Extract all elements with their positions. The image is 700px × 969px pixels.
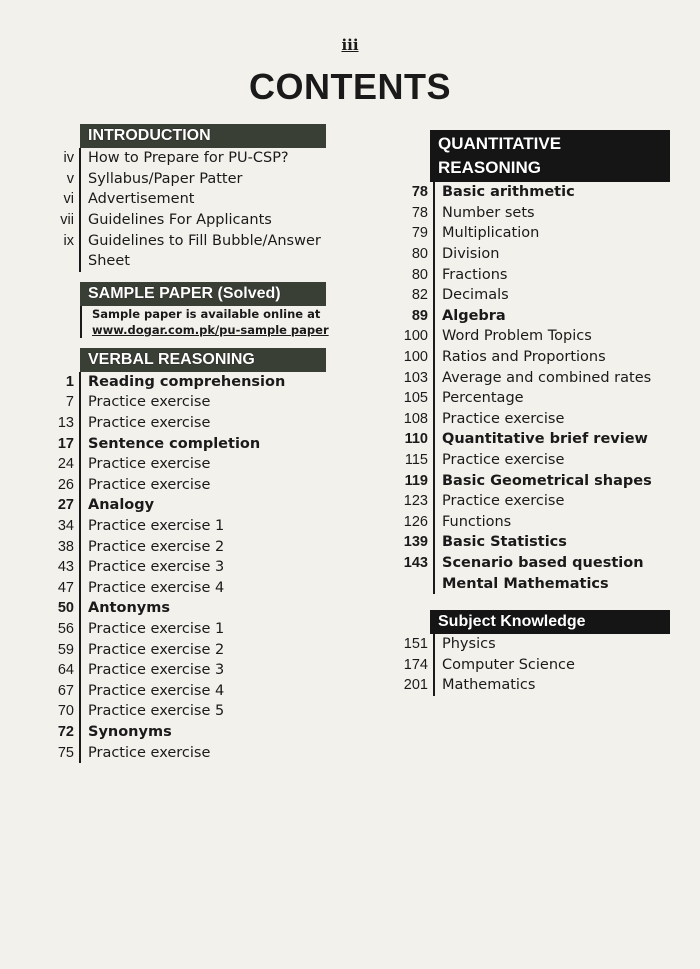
toc-page-number: 47 <box>57 579 74 596</box>
toc-page-number: 143 <box>403 554 428 571</box>
toc-entry-title: Practice exercise <box>79 413 210 434</box>
toc-page-number: 79 <box>411 225 428 242</box>
toc-page-number: 56 <box>57 620 74 637</box>
toc-entry <box>50 639 350 660</box>
toc-entry-title: Average and combined rates <box>433 367 651 388</box>
toc-entry <box>50 230 350 251</box>
toc-entry <box>50 372 350 393</box>
toc-page-number: 80 <box>411 246 428 263</box>
toc-entry <box>390 553 690 574</box>
toc-entry-title: Antonyms <box>79 598 170 619</box>
introduction-heading: INTRODUCTION <box>80 124 326 148</box>
subject-knowledge-heading: Subject Knowledge <box>430 610 670 634</box>
quantitative-heading-line1: QUANTITATIVE <box>438 134 562 153</box>
toc-entry-title: Sentence completion <box>79 433 260 454</box>
toc-entry <box>50 722 350 743</box>
toc-page-number: 50 <box>57 600 74 617</box>
toc-entry <box>50 210 350 231</box>
toc-entry-title: Practice exercise <box>79 454 210 475</box>
toc-entry-title: Basic arithmetic <box>433 182 575 203</box>
toc-entry-title: Fractions <box>433 264 507 285</box>
toc-entry <box>50 475 350 496</box>
toc-page-number: 201 <box>403 677 428 694</box>
toc-entry-title: Practice exercise <box>433 409 564 430</box>
toc-page-number: v <box>66 170 74 187</box>
toc-entry <box>390 347 690 368</box>
verbal-reasoning-list <box>50 372 350 763</box>
toc-page-number: 70 <box>57 703 74 720</box>
toc-entry <box>390 675 690 696</box>
toc-entry-title: Practice exercise 2 <box>79 639 224 660</box>
toc-entry <box>390 264 690 285</box>
toc-entry-title: Guidelines to Fill Bubble/Answer <box>79 230 321 251</box>
verbal-reasoning-heading: VERBAL REASONING <box>80 348 326 372</box>
toc-entry-title: Multiplication <box>433 223 539 244</box>
toc-entry-title: Syllabus/Paper Patter <box>79 169 242 190</box>
toc-page-number: 105 <box>403 390 428 407</box>
toc-entry <box>390 429 690 450</box>
toc-page-number: ix <box>63 232 74 249</box>
toc-page-number: iv <box>63 150 74 167</box>
toc-page-number: 24 <box>57 456 74 473</box>
left-column <box>50 124 350 763</box>
subject-knowledge-list <box>390 634 690 696</box>
toc-entry <box>390 512 690 533</box>
toc-entry <box>390 491 690 512</box>
toc-entry-title: Practice exercise <box>79 392 210 413</box>
toc-entry <box>390 409 690 430</box>
toc-entry <box>50 413 350 434</box>
toc-entry-title: Advertisement <box>79 189 194 210</box>
toc-entry-title: Physics <box>433 634 496 655</box>
toc-entry-title: Practice exercise 3 <box>79 557 224 578</box>
toc-entry-title: Mathematics <box>433 675 535 696</box>
toc-entry-title: Practice exercise 5 <box>79 701 224 722</box>
toc-entry <box>390 367 690 388</box>
quantitative-reasoning-heading <box>430 130 670 182</box>
toc-page-number: 100 <box>403 328 428 345</box>
toc-entry-title: Practice exercise 4 <box>79 680 224 701</box>
toc-page-number: 67 <box>57 682 74 699</box>
page-title: CONTENTS <box>249 66 451 107</box>
toc-page-number: 38 <box>57 538 74 555</box>
toc-page-number: 123 <box>403 493 428 510</box>
toc-entry-title: Practice exercise <box>433 450 564 471</box>
toc-page-number: 82 <box>411 287 428 304</box>
toc-page-number: 1 <box>65 373 74 390</box>
toc-entry <box>390 388 690 409</box>
toc-entry <box>50 701 350 722</box>
toc-entry-title: Synonyms <box>79 722 172 743</box>
toc-entry <box>50 495 350 516</box>
toc-entry-title: Division <box>433 244 499 265</box>
toc-entry-title: Practice exercise 1 <box>79 516 224 537</box>
toc-entry-title: Reading comprehension <box>79 372 285 393</box>
toc-entry-title: Practice exercise 4 <box>79 578 224 599</box>
toc-entry <box>390 223 690 244</box>
toc-entry <box>390 634 690 655</box>
toc-page-number: 26 <box>57 476 74 493</box>
page-number: iii <box>341 36 359 54</box>
toc-entry <box>390 573 690 594</box>
toc-entry <box>50 557 350 578</box>
toc-page-number: 43 <box>57 559 74 576</box>
toc-entry-title: Practice exercise 3 <box>79 660 224 681</box>
toc-entry-title: Guidelines For Applicants <box>79 210 272 231</box>
toc-entry <box>390 285 690 306</box>
toc-entry-title: Scenario based question <box>433 553 644 574</box>
toc-page-number: 126 <box>403 513 428 530</box>
toc-entry <box>390 182 690 203</box>
toc-page-number: 78 <box>411 204 428 221</box>
toc-entry-title: Mental Mathematics <box>433 573 609 594</box>
toc-entry <box>50 516 350 537</box>
toc-page-number: 89 <box>411 307 428 324</box>
toc-entry <box>50 660 350 681</box>
toc-entry <box>50 454 350 475</box>
toc-entry <box>390 203 690 224</box>
toc-page-number: 110 <box>404 431 428 448</box>
toc-entry-title: Algebra <box>433 306 506 327</box>
toc-page-number: vii <box>60 212 74 229</box>
toc-entry <box>390 654 690 675</box>
toc-page-number: 34 <box>57 518 74 535</box>
toc-entry-title: Word Problem Topics <box>433 326 592 347</box>
toc-page-number: 80 <box>411 266 428 283</box>
toc-entry-title: Practice exercise <box>79 475 210 496</box>
toc-entry <box>50 619 350 640</box>
toc-page-number: 7 <box>65 394 74 411</box>
toc-page-number: 103 <box>403 369 428 386</box>
toc-entry <box>50 251 350 272</box>
toc-entry <box>50 169 350 190</box>
toc-entry <box>50 536 350 557</box>
toc-page-number: 13 <box>57 415 74 432</box>
toc-entry-title: Sheet <box>79 251 130 272</box>
toc-entry-title: How to Prepare for PU-CSP? <box>79 148 289 169</box>
toc-page-number: 100 <box>403 349 428 366</box>
toc-entry-title: Computer Science <box>433 654 575 675</box>
sample-paper-heading: SAMPLE PAPER (Solved) <box>80 282 326 306</box>
toc-entry <box>390 306 690 327</box>
toc-entry <box>390 450 690 471</box>
toc-page-number: 119 <box>404 472 428 489</box>
toc-entry <box>390 470 690 491</box>
toc-entry-title: Basic Geometrical shapes <box>433 470 652 491</box>
toc-entry-title: Number sets <box>433 203 535 224</box>
toc-page-number: 64 <box>57 662 74 679</box>
toc-page-number: vi <box>63 191 74 208</box>
quantitative-reasoning-list <box>390 182 690 594</box>
sample-paper-note <box>80 306 350 338</box>
toc-page-number: 151 <box>403 636 428 653</box>
introduction-list <box>50 148 350 272</box>
toc-entry <box>50 598 350 619</box>
toc-page-number: 59 <box>57 641 74 658</box>
toc-entry <box>390 532 690 553</box>
toc-entry-title: Functions <box>433 512 511 533</box>
toc-entry <box>50 433 350 454</box>
toc-page-number: 27 <box>57 497 74 514</box>
toc-page-number: 108 <box>403 410 428 427</box>
toc-entry <box>50 578 350 599</box>
toc-entry <box>50 189 350 210</box>
toc-page-number: 75 <box>57 744 74 761</box>
toc-page-number: 17 <box>57 435 74 452</box>
sample-paper-link[interactable]: www.dogar.com.pk/pu-sample paper <box>92 322 329 337</box>
quantitative-heading-line2: REASONING <box>438 158 541 177</box>
toc-entry <box>390 326 690 347</box>
toc-entry-title: Percentage <box>433 388 524 409</box>
toc-page-number: 78 <box>411 184 428 201</box>
toc-entry-title: Ratios and Proportions <box>433 347 606 368</box>
sample-paper-note-text: Sample paper is available online at <box>92 306 321 321</box>
toc-page-number: 139 <box>403 534 428 551</box>
toc-entry-title: Decimals <box>433 285 509 306</box>
toc-entry <box>50 742 350 763</box>
toc-entry-title: Practice exercise 1 <box>79 619 224 640</box>
toc-page-number: 174 <box>403 656 428 673</box>
toc-entry <box>50 680 350 701</box>
toc-entry-title: Practice exercise <box>79 742 210 763</box>
toc-entry-title: Quantitative brief review <box>433 429 648 450</box>
toc-entry <box>50 148 350 169</box>
toc-entry-title: Practice exercise 2 <box>79 536 224 557</box>
toc-page-number: 115 <box>404 452 428 469</box>
toc-entry <box>50 392 350 413</box>
toc-page-number: 72 <box>57 723 74 740</box>
toc-entry-title: Practice exercise <box>433 491 564 512</box>
toc-entry-title: Analogy <box>79 495 154 516</box>
toc-entry <box>390 244 690 265</box>
right-column <box>390 130 690 696</box>
toc-entry-title: Basic Statistics <box>433 532 567 553</box>
